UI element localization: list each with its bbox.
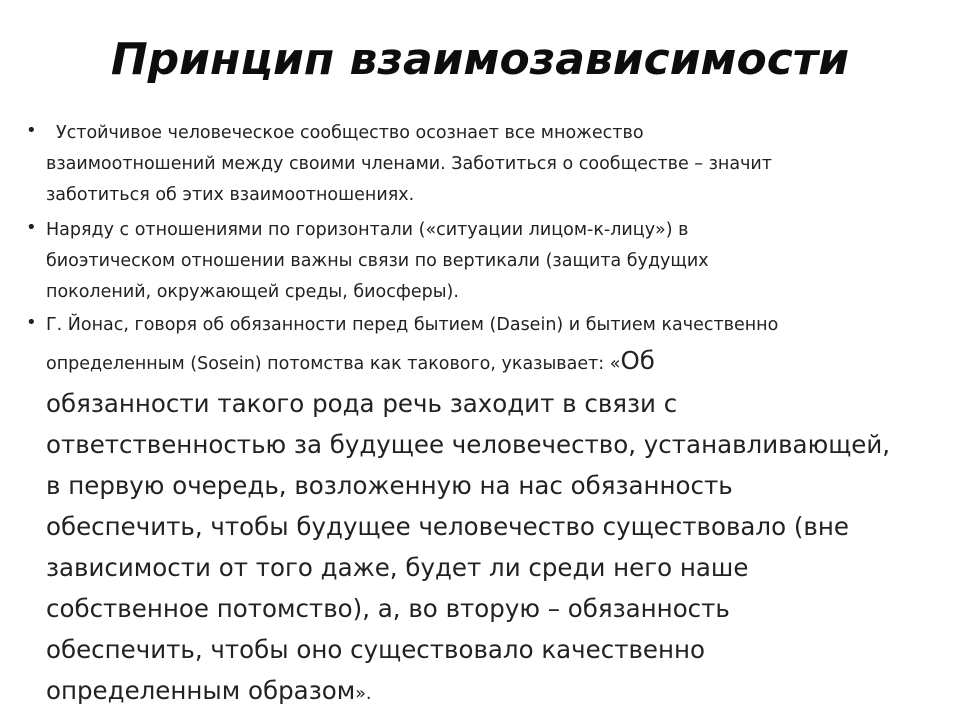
bullet-1-line-1: Устойчивое человеческое сообщество осознает все множество (56, 123, 644, 143)
bullet-item-2 (26, 215, 936, 308)
quote-line-6: собственное потомство), а, во вторую – обязанность (46, 594, 730, 623)
bullet-marker: • (26, 120, 37, 141)
quote-last-text: определенным образом (46, 676, 356, 705)
bullet-2-line-1: Наряду с отношениями по горизонтали («ситуации лицом-к-лицу») в (46, 220, 689, 240)
quote-line-2: ответственностью за будущее человечество, устанавливающей, (46, 430, 891, 459)
slide-title: Принцип взаимозависимости (110, 34, 850, 85)
bullet-item-3 (26, 310, 936, 711)
bullet-marker: • (26, 312, 37, 333)
bullet-2-line-2: биоэтическом отношении важны связи по вертикали (защита будущих (46, 251, 709, 271)
quote-line-7: обеспечить, чтобы оно существовало качественно (46, 635, 705, 664)
bullet-1-line-2: взаимоотношений между своими членами. Заботиться о сообществе – значит (46, 154, 772, 174)
bullet-marker: • (26, 217, 37, 238)
quote-line-5: зависимости от того даже, будет ли среди него наше (46, 553, 749, 582)
quote-line-3: в первую очередь, возложенную на нас обязанность (46, 471, 733, 500)
quote-closing: ». (355, 684, 372, 704)
quote-line-8 (46, 670, 936, 711)
bullet-item-1 (26, 118, 936, 211)
bullet-1-line-3: заботиться об этих взаимоотношениях. (46, 185, 415, 205)
bullet-2-line-3: поколений, окружающей среды, биосферы). (46, 282, 459, 302)
quote-line-4: обеспечить, чтобы будущее человечество существовало (вне (46, 512, 849, 541)
bullet-list (26, 118, 936, 711)
bullet-3-intro-line-2 (46, 340, 936, 383)
quote-line-1: обязанности такого рода речь заходит в связи с (46, 389, 678, 418)
bullet-3-intro-line-1: Г. Йонас, говоря об обязанности перед бытием (Dasein) и бытием качественно (46, 315, 779, 335)
bullet-3-intro-text: определенным (Sosein) потомства как такового, указывает: « (46, 354, 621, 374)
quote-first-word: Об (620, 346, 655, 375)
